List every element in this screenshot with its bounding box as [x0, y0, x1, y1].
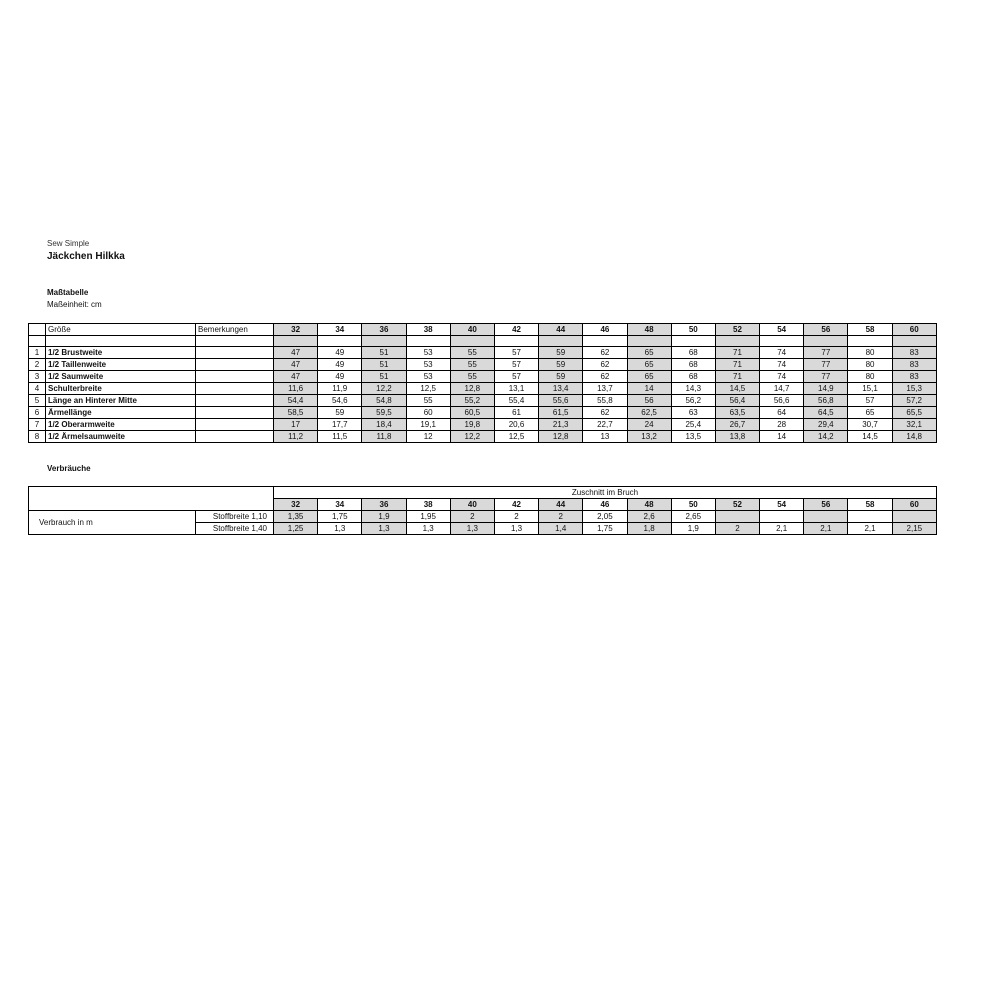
size-header: 50 — [671, 324, 715, 336]
measurement-value: 60,5 — [450, 407, 494, 419]
measurement-value: 80 — [848, 371, 892, 383]
measurement-value: 11,5 — [318, 431, 362, 443]
measurement-value: 11,6 — [274, 383, 318, 395]
measurement-value: 68 — [671, 347, 715, 359]
measurement-value: 65 — [627, 371, 671, 383]
measurement-value: 61 — [494, 407, 538, 419]
size-header: 42 — [494, 324, 538, 336]
measurement-value: 57 — [494, 359, 538, 371]
brand-label: Sew Simple — [47, 239, 90, 248]
consumption-table — [28, 486, 937, 535]
remarks-cell — [196, 347, 274, 359]
measurement-value: 12,2 — [450, 431, 494, 443]
measurement-value: 14,7 — [760, 383, 804, 395]
measurement-value: 18,4 — [362, 419, 406, 431]
measurement-value: 25,4 — [671, 419, 715, 431]
size-header: 50 — [671, 499, 715, 511]
measurement-value: 47 — [274, 359, 318, 371]
measurement-value: 28 — [760, 419, 804, 431]
measurement-name: 1/2 Ärmelsaumweite — [46, 431, 196, 443]
measurement-value: 47 — [274, 347, 318, 359]
consumption-value: 2 — [715, 523, 759, 535]
measurement-value: 74 — [760, 359, 804, 371]
measurement-value: 12 — [406, 431, 450, 443]
fabric-width-label: Stoffbreite 1,10 — [196, 511, 274, 523]
measurement-value: 55,4 — [494, 395, 538, 407]
row-number: 3 — [29, 371, 46, 383]
size-header: 46 — [583, 324, 627, 336]
consumption-value: 1,4 — [539, 523, 583, 535]
size-header: 46 — [583, 499, 627, 511]
spacer-cell — [406, 336, 450, 347]
size-header: 36 — [362, 499, 406, 511]
measurement-value: 57,2 — [892, 395, 936, 407]
measurement-value: 53 — [406, 359, 450, 371]
table-row — [29, 371, 937, 383]
measurement-value: 21,3 — [539, 419, 583, 431]
table-row — [29, 431, 937, 443]
measurement-value: 77 — [804, 371, 848, 383]
row-number: 8 — [29, 431, 46, 443]
spacer-row — [29, 336, 937, 347]
measurement-name: 1/2 Oberarmweite — [46, 419, 196, 431]
measurement-value: 59 — [539, 371, 583, 383]
spacer-cell — [196, 336, 274, 347]
consumption-value — [804, 511, 848, 523]
spacer-cell — [715, 336, 759, 347]
consumption-value: 2 — [450, 511, 494, 523]
measurement-value: 14 — [760, 431, 804, 443]
consumption-value: 1,75 — [318, 511, 362, 523]
measurement-value: 56,6 — [760, 395, 804, 407]
measurement-value: 65 — [848, 407, 892, 419]
consumption-value — [892, 511, 936, 523]
measurement-value: 14,2 — [804, 431, 848, 443]
measurement-value: 55 — [450, 371, 494, 383]
measurement-value: 24 — [627, 419, 671, 431]
measurement-value: 64 — [760, 407, 804, 419]
consumption-value: 1,8 — [627, 523, 671, 535]
measurement-value: 53 — [406, 347, 450, 359]
row-number: 7 — [29, 419, 46, 431]
table-row — [29, 407, 937, 419]
measurement-value: 11,9 — [318, 383, 362, 395]
measurement-value: 15,3 — [892, 383, 936, 395]
measurement-name: 1/2 Brustweite — [46, 347, 196, 359]
measurement-table-title: Maßtabelle — [47, 288, 89, 297]
spacer-cell — [848, 336, 892, 347]
measurement-name: Länge an Hinterer Mitte — [46, 395, 196, 407]
measurement-value: 56,8 — [804, 395, 848, 407]
measurement-value: 59 — [539, 359, 583, 371]
size-header: 38 — [406, 324, 450, 336]
spacer-cell — [29, 336, 46, 347]
measurement-value: 80 — [848, 359, 892, 371]
measurement-name: 1/2 Saumweite — [46, 371, 196, 383]
measurement-value: 11,8 — [362, 431, 406, 443]
measurement-value: 55,2 — [450, 395, 494, 407]
measurement-value: 14,5 — [848, 431, 892, 443]
measurement-value: 12,5 — [406, 383, 450, 395]
consumption-value: 1,9 — [671, 523, 715, 535]
measurement-value: 55 — [406, 395, 450, 407]
measurement-value: 56,4 — [715, 395, 759, 407]
measurement-value: 55 — [450, 347, 494, 359]
header-size-label: Größe — [46, 324, 196, 336]
measurement-value: 19,8 — [450, 419, 494, 431]
size-header: 44 — [539, 324, 583, 336]
cut-label: Zuschnitt im Bruch — [274, 487, 937, 499]
measurement-value: 54,6 — [318, 395, 362, 407]
size-header: 54 — [760, 499, 804, 511]
measurement-value: 47 — [274, 371, 318, 383]
size-header: 48 — [627, 324, 671, 336]
fabric-width-label: Stoffbreite 1,40 — [196, 523, 274, 535]
measurement-value: 77 — [804, 347, 848, 359]
consumption-value: 1,95 — [406, 511, 450, 523]
measurement-value: 55,6 — [539, 395, 583, 407]
measurement-value: 12,8 — [539, 431, 583, 443]
table-row — [29, 511, 937, 523]
remarks-cell — [196, 371, 274, 383]
measurement-value: 59,5 — [362, 407, 406, 419]
remarks-cell — [196, 395, 274, 407]
measurement-value: 56,2 — [671, 395, 715, 407]
measurement-value: 30,7 — [848, 419, 892, 431]
measurement-value: 55 — [450, 359, 494, 371]
consumption-value: 1,3 — [318, 523, 362, 535]
measurement-value: 14 — [627, 383, 671, 395]
table-row — [29, 383, 937, 395]
measurement-value: 63 — [671, 407, 715, 419]
size-header: 34 — [318, 499, 362, 511]
measurement-value: 13,8 — [715, 431, 759, 443]
measurement-value: 12,2 — [362, 383, 406, 395]
spacer-cell — [804, 336, 848, 347]
spacer-cell — [362, 336, 406, 347]
header-remarks-label: Bemerkungen — [196, 324, 274, 336]
consumption-row-label: Verbrauch in m — [29, 511, 196, 535]
measurement-value: 20,6 — [494, 419, 538, 431]
measurement-value: 62 — [583, 347, 627, 359]
measurement-value: 49 — [318, 347, 362, 359]
consumption-cut-row — [29, 487, 937, 499]
remarks-cell — [196, 407, 274, 419]
remarks-cell — [196, 419, 274, 431]
size-header: 36 — [362, 324, 406, 336]
consumption-value: 1,3 — [362, 523, 406, 535]
table-row — [29, 359, 937, 371]
measurement-value: 51 — [362, 347, 406, 359]
document-title: Jäckchen Hilkka — [47, 251, 125, 262]
measurement-value: 57 — [494, 371, 538, 383]
measurement-value: 51 — [362, 359, 406, 371]
measurement-value: 71 — [715, 347, 759, 359]
spacer-cell — [892, 336, 936, 347]
measurement-value: 14,9 — [804, 383, 848, 395]
consumption-value: 1,3 — [406, 523, 450, 535]
measurement-value: 49 — [318, 371, 362, 383]
spacer-cell — [583, 336, 627, 347]
measurement-value: 13,5 — [671, 431, 715, 443]
spacer-cell — [671, 336, 715, 347]
measurement-value: 65 — [627, 347, 671, 359]
measurement-header-row — [29, 324, 937, 336]
measurement-value: 17 — [274, 419, 318, 431]
measurement-value: 11,2 — [274, 431, 318, 443]
measurement-value: 62 — [583, 407, 627, 419]
measurement-value: 63,5 — [715, 407, 759, 419]
measurement-name: Schulterbreite — [46, 383, 196, 395]
measurement-value: 32,1 — [892, 419, 936, 431]
row-number: 4 — [29, 383, 46, 395]
measurement-value: 13 — [583, 431, 627, 443]
size-header: 32 — [274, 324, 318, 336]
row-number: 2 — [29, 359, 46, 371]
measurement-value: 58,5 — [274, 407, 318, 419]
measurement-value: 60 — [406, 407, 450, 419]
measurement-value: 12,8 — [450, 383, 494, 395]
consumption-value: 2,65 — [671, 511, 715, 523]
measurement-value: 59 — [539, 347, 583, 359]
measurement-value: 68 — [671, 371, 715, 383]
size-header: 58 — [848, 324, 892, 336]
spacer-cell — [627, 336, 671, 347]
measurement-value: 71 — [715, 359, 759, 371]
measurement-unit: Maßeinheit: cm — [47, 300, 102, 309]
size-header: 52 — [715, 499, 759, 511]
measurement-value: 57 — [494, 347, 538, 359]
remarks-cell — [196, 359, 274, 371]
measurement-value: 13,1 — [494, 383, 538, 395]
measurement-value: 17,7 — [318, 419, 362, 431]
measurement-value: 14,3 — [671, 383, 715, 395]
measurement-name: Ärmellänge — [46, 407, 196, 419]
measurement-value: 54,8 — [362, 395, 406, 407]
consumption-value: 2,1 — [804, 523, 848, 535]
consumption-value: 2,05 — [583, 511, 627, 523]
spacer-cell — [274, 336, 318, 347]
measurement-value: 83 — [892, 371, 936, 383]
consumption-value — [760, 511, 804, 523]
size-header: 42 — [494, 499, 538, 511]
measurement-value: 55,8 — [583, 395, 627, 407]
measurement-value: 15,1 — [848, 383, 892, 395]
measurement-value: 74 — [760, 371, 804, 383]
measurement-value: 71 — [715, 371, 759, 383]
header-index-cell — [29, 324, 46, 336]
consumption-title: Verbräuche — [47, 464, 91, 473]
row-number: 6 — [29, 407, 46, 419]
spacer-cell — [760, 336, 804, 347]
measurement-value: 62,5 — [627, 407, 671, 419]
size-header: 56 — [804, 324, 848, 336]
consumption-value: 1,3 — [450, 523, 494, 535]
consumption-value: 2 — [494, 511, 538, 523]
table-row — [29, 395, 937, 407]
consumption-value: 1,75 — [583, 523, 627, 535]
table-row — [29, 347, 937, 359]
measurement-value: 62 — [583, 371, 627, 383]
table-row — [29, 419, 937, 431]
measurement-value: 65 — [627, 359, 671, 371]
size-header: 54 — [760, 324, 804, 336]
measurement-value: 12,5 — [494, 431, 538, 443]
size-header: 38 — [406, 499, 450, 511]
consumption-value: 2,1 — [760, 523, 804, 535]
size-header: 48 — [627, 499, 671, 511]
size-header: 60 — [892, 324, 936, 336]
consumption-value — [848, 511, 892, 523]
spacer-cell — [46, 336, 196, 347]
measurement-table — [28, 323, 937, 443]
spacer-cell — [450, 336, 494, 347]
size-header: 34 — [318, 324, 362, 336]
consumption-value: 2 — [539, 511, 583, 523]
measurement-value: 14,5 — [715, 383, 759, 395]
size-header: 40 — [450, 499, 494, 511]
measurement-value: 29,4 — [804, 419, 848, 431]
consumption-value: 2,1 — [848, 523, 892, 535]
measurement-value: 22,7 — [583, 419, 627, 431]
measurement-value: 13,4 — [539, 383, 583, 395]
consumption-label-area — [29, 487, 274, 511]
consumption-value: 1,3 — [494, 523, 538, 535]
consumption-value: 2,15 — [892, 523, 936, 535]
size-header: 52 — [715, 324, 759, 336]
spacer-cell — [539, 336, 583, 347]
consumption-value: 1,35 — [274, 511, 318, 523]
measurement-value: 83 — [892, 359, 936, 371]
size-header: 58 — [848, 499, 892, 511]
measurement-value: 51 — [362, 371, 406, 383]
size-header: 56 — [804, 499, 848, 511]
size-header: 40 — [450, 324, 494, 336]
consumption-value: 1,9 — [362, 511, 406, 523]
measurement-value: 68 — [671, 359, 715, 371]
measurement-value: 74 — [760, 347, 804, 359]
remarks-cell — [196, 431, 274, 443]
measurement-value: 57 — [848, 395, 892, 407]
size-header: 32 — [274, 499, 318, 511]
measurement-value: 83 — [892, 347, 936, 359]
measurement-value: 49 — [318, 359, 362, 371]
consumption-value: 1,25 — [274, 523, 318, 535]
spacer-cell — [494, 336, 538, 347]
row-number: 5 — [29, 395, 46, 407]
measurement-value: 80 — [848, 347, 892, 359]
measurement-value: 59 — [318, 407, 362, 419]
row-number: 1 — [29, 347, 46, 359]
measurement-value: 13,7 — [583, 383, 627, 395]
measurement-value: 13,2 — [627, 431, 671, 443]
measurement-value: 19,1 — [406, 419, 450, 431]
measurement-value: 65,5 — [892, 407, 936, 419]
consumption-value — [715, 511, 759, 523]
consumption-value: 2,6 — [627, 511, 671, 523]
spacer-cell — [318, 336, 362, 347]
measurement-value: 61,5 — [539, 407, 583, 419]
measurement-name: 1/2 Taillenweite — [46, 359, 196, 371]
measurement-value: 26,7 — [715, 419, 759, 431]
measurement-value: 77 — [804, 359, 848, 371]
remarks-cell — [196, 383, 274, 395]
size-header: 44 — [539, 499, 583, 511]
measurement-value: 53 — [406, 371, 450, 383]
measurement-value: 56 — [627, 395, 671, 407]
measurement-value: 54,4 — [274, 395, 318, 407]
measurement-value: 64,5 — [804, 407, 848, 419]
measurement-value: 14,8 — [892, 431, 936, 443]
size-header: 60 — [892, 499, 936, 511]
measurement-value: 62 — [583, 359, 627, 371]
